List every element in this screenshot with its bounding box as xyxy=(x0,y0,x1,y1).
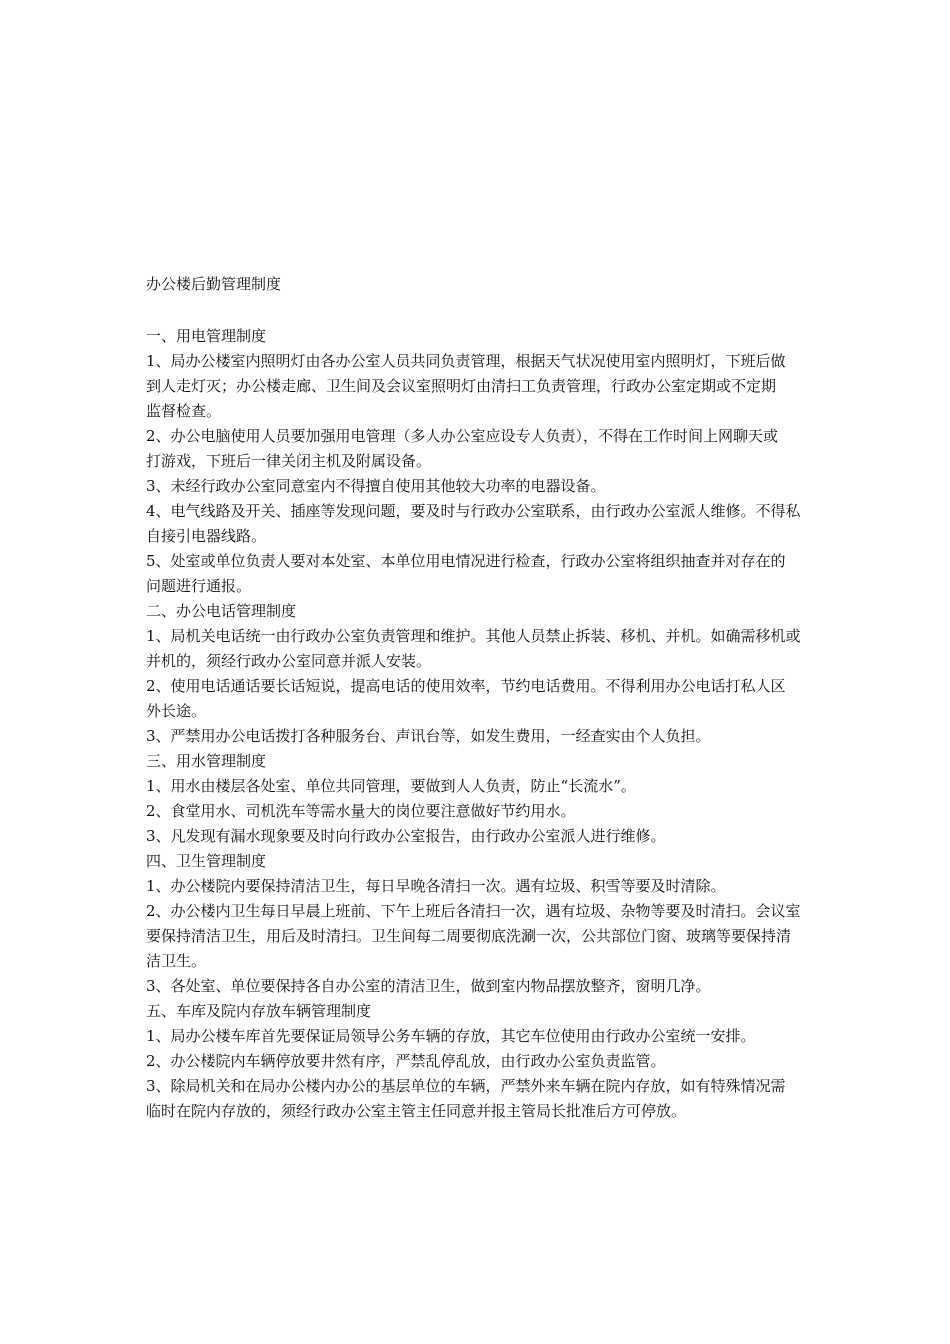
text-line: 并机的，须经行政办公室同意并派人安装。 xyxy=(146,652,432,670)
section-electric xyxy=(146,324,822,599)
section-phone xyxy=(146,599,822,749)
clause-electric-5 xyxy=(146,549,822,599)
text-line: 打游戏，下班后一律关闭主机及附属设备。 xyxy=(146,452,432,470)
section-water xyxy=(146,749,822,849)
clause-phone-2 xyxy=(146,674,822,724)
text-line: 3、凡发现有漏水现象要及时向行政办公室报告，由行政办公室派人进行维修。 xyxy=(146,827,666,845)
text-line: 要保持清洁卫生，用后及时清扫。卫生间每二周要彻底洗涮一次，公共部位门窗、玻璃等要保持清 xyxy=(146,927,792,945)
text-line: 3、严禁用办公电话拨打各种服务台、声讯台等，如发生费用，一经查实由个人负担。 xyxy=(146,727,711,745)
text-line: 监督检查。 xyxy=(146,402,222,420)
clause-electric-2 xyxy=(146,424,822,474)
text-line: 1、局机关电话统一由行政办公室负责管理和维护。其他人员禁止拆装、移机、并机。如确需移机或 xyxy=(146,627,801,645)
section-heading: 三、用水管理制度 xyxy=(146,752,267,770)
clause-water-2 xyxy=(146,799,822,824)
clause-vehicle-1 xyxy=(146,1024,822,1049)
text-line: 2、使用电话通话要长话短说，提高电话的使用效率，节约电话费用。不得利用办公电话打私人区 xyxy=(146,677,786,695)
document-body xyxy=(146,272,822,1124)
section-heading: 四、卫生管理制度 xyxy=(146,852,267,870)
section-hygiene xyxy=(146,849,822,999)
text-line: 3、各处室、单位要保持各自办公室的清洁卫生，做到室内物品摆放整齐，窗明几净。 xyxy=(146,977,711,995)
clause-hygiene-2 xyxy=(146,899,822,974)
text-line: 问题进行通报。 xyxy=(146,577,252,595)
text-line: 1、局办公楼室内照明灯由各办公室人员共同负责管理，根据天气状况使用室内照明灯，下班后做 xyxy=(146,352,786,370)
section-heading: 二、办公电话管理制度 xyxy=(146,602,297,620)
text-line: 2、食堂用水、司机洗车等需水量大的岗位要注意做好节约用水。 xyxy=(146,802,576,820)
text-line: 5、处室或单位负责人要对本处室、本单位用电情况进行检查，行政办公室将组织抽查并对存在的 xyxy=(146,552,786,570)
clause-water-3 xyxy=(146,824,822,849)
clause-electric-3 xyxy=(146,474,822,499)
clause-vehicle-2 xyxy=(146,1049,822,1074)
text-line: 2、办公楼院内车辆停放要井然有序，严禁乱停乱放，由行政办公室负责监管。 xyxy=(146,1052,666,1070)
section-heading: 五、车库及院内存放车辆管理制度 xyxy=(146,1002,372,1020)
clause-phone-1 xyxy=(146,624,822,674)
document-title: 办公楼后勤管理制度 xyxy=(146,275,282,293)
section-vehicle xyxy=(146,999,822,1124)
text-line: 外长途。 xyxy=(146,702,207,720)
clause-hygiene-1 xyxy=(146,874,822,899)
text-line: 1、局办公楼车库首先要保证局领导公务车辆的存放，其它车位使用由行政办公室统一安排。 xyxy=(146,1027,756,1045)
text-line: 1、用水由楼层各处室、单位共同管理，要做到人人负责，防止“长流水”。 xyxy=(146,777,636,795)
clause-phone-3 xyxy=(146,724,822,749)
text-line: 1、办公楼院内要保持清洁卫生，每日早晚各清扫一次。遇有垃圾、积雪等要及时清除。 xyxy=(146,877,726,895)
title-spacer xyxy=(146,297,822,324)
clause-hygiene-3 xyxy=(146,974,822,999)
section-heading: 一、用电管理制度 xyxy=(146,327,267,345)
text-line: 洁卫生。 xyxy=(146,952,207,970)
text-line: 4、电气线路及开关、插座等发现问题，要及时与行政办公室联系，由行政办公室派人维修。不得私 xyxy=(146,502,801,520)
clause-electric-1 xyxy=(146,349,822,424)
text-line: 2、办公楼内卫生每日早晨上班前、下午上班后各清扫一次，遇有垃圾、杂物等要及时清扫。会议室 xyxy=(146,902,801,920)
text-line: 3、除局机关和在局办公楼内办公的基层单位的车辆，严禁外来车辆在院内存放，如有特殊情况需 xyxy=(146,1077,786,1095)
text-line: 临时在院内存放的，须经行政办公室主管主任同意并报主管局长批准后方可停放。 xyxy=(146,1102,687,1120)
clause-vehicle-3 xyxy=(146,1074,822,1124)
clause-electric-4 xyxy=(146,499,822,549)
text-line: 自接引电器线路。 xyxy=(146,527,267,545)
text-line: 3、未经行政办公室同意室内不得擅自使用其他较大功率的电器设备。 xyxy=(146,477,606,495)
text-line: 2、办公电脑使用人员要加强用电管理（多人办公室应设专人负责），不得在工作时间上网聊天或 xyxy=(146,427,779,445)
clause-water-1 xyxy=(146,774,822,799)
text-line: 到人走灯灭；办公楼走廊、卫生间及会议室照明灯由清扫工负责管理，行政办公室定期或不定期 xyxy=(146,377,777,395)
